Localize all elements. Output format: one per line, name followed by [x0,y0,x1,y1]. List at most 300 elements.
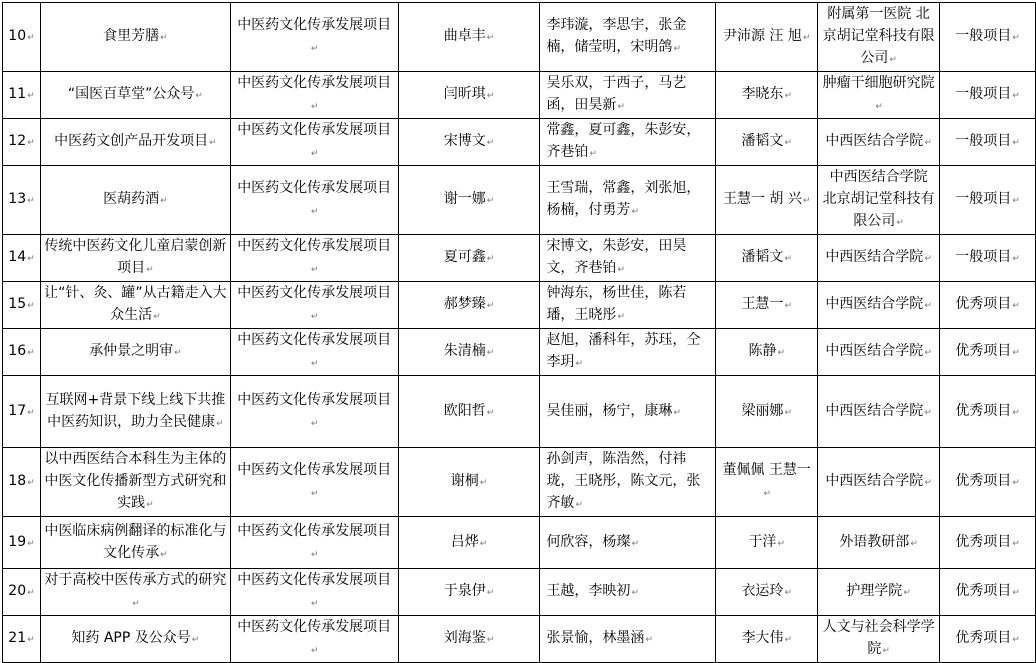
project-name: 让“针、灸、罐”从古籍走入大众生活 [44,285,227,323]
project-mentor: 王慧一 [741,296,784,312]
project-level-cell [940,517,1036,569]
paragraph-mark-icon: ↵ [486,33,495,43]
row-number-cell [3,329,41,376]
row-number-cell [3,119,41,166]
project-mentor: 王慧一 胡 兴 [722,191,802,207]
project-leader-cell [398,616,540,663]
paragraph-mark-icon: ↵ [802,33,811,43]
project-members-cell [540,376,716,448]
project-category: 中医药文化传承发展项目 [237,391,392,408]
project-members: 李玮漩，李思宇，张金楠，储莹明，宋明鸽 [546,17,687,55]
project-mentor-cell [716,517,818,569]
paragraph-mark-icon: ↵ [27,635,35,645]
project-name: 承仲景之明审 [89,343,174,359]
project-category: 中医药文化传承发展项目 [237,332,392,348]
paragraph-mark-icon: ↵ [310,646,319,656]
paragraph-mark-icon: ↵ [27,91,35,101]
project-leader: 郝梦臻 [443,296,486,312]
project-mentor-cell [716,235,818,282]
paragraph-mark-icon: ↵ [924,348,932,358]
row-number: 18 [8,473,27,489]
project-mentor: 梁丽娜 [741,402,784,419]
project-mentor-cell [716,376,818,448]
project-unit: 中西医结合学院 [825,249,924,265]
project-members-cell [540,448,716,517]
project-name: 中医药文创产品开发项目 [54,133,209,149]
project-leader-cell [398,448,540,517]
project-unit-cell [818,3,940,72]
row-number: 15 [8,296,27,312]
project-name-cell [40,376,230,448]
project-leader: 闫昕琪 [443,86,486,102]
project-members: 王越，李映初 [546,583,631,599]
project-category: 中医药文化传承发展项目 [237,180,392,196]
paragraph-mark-icon: ↵ [1012,407,1020,418]
paragraph-mark-icon: ↵ [763,489,771,499]
project-level: 一般项目 [955,191,1012,207]
project-leader: 于泉伊 [443,583,486,599]
project-level: 一般项目 [955,249,1012,265]
project-leader: 宋博文 [443,133,486,149]
paragraph-mark-icon: ↵ [479,478,488,488]
row-number-cell [3,616,41,663]
paragraph-mark-icon: ↵ [631,588,639,598]
project-name-cell [40,166,230,235]
row-number: 10 [8,28,27,44]
project-leader: 夏可鑫 [443,249,486,265]
project-name-cell [40,282,230,329]
project-name-cell [40,235,230,282]
paragraph-mark-icon: ↵ [589,149,597,159]
paragraph-mark-icon: ↵ [27,254,35,264]
project-mentor-cell [716,119,818,166]
paragraph-mark-icon: ↵ [160,196,168,206]
row-number-cell [3,376,41,448]
project-mentor-cell [716,72,818,119]
paragraph-mark-icon: ↵ [195,91,203,101]
paragraph-mark-icon: ↵ [1012,33,1020,43]
table-row [3,235,1036,282]
row-number: 14 [8,249,27,265]
project-unit: 中西医结合学院 [825,473,924,489]
project-mentor: 陈静 [748,343,777,359]
paragraph-mark-icon: ↵ [631,207,639,217]
paragraph-mark-icon: ↵ [924,478,932,488]
project-unit-cell [818,166,940,235]
paragraph-mark-icon: ↵ [910,538,918,549]
paragraph-mark-icon: ↵ [174,348,182,358]
project-unit-cell [818,72,940,119]
project-members-cell [540,569,716,616]
project-leader: 欧阳哲 [443,402,486,419]
project-name: “国医百草堂”公众号 [67,86,195,102]
paragraph-mark-icon: ↵ [896,218,904,228]
paragraph-mark-icon: ↵ [631,538,639,549]
project-members-cell [540,166,716,235]
paragraph-mark-icon: ↵ [617,102,625,112]
project-leader: 谢一娜 [443,191,486,207]
project-members-cell [540,3,716,72]
paragraph-mark-icon: ↵ [479,538,488,549]
paragraph-mark-icon: ↵ [875,102,883,112]
project-level: 优秀项目 [955,533,1012,550]
project-leader: 曲卓丰 [443,28,486,44]
project-leader: 吕烨 [450,533,479,550]
project-level: 一般项目 [955,28,1012,44]
project-members: 钟海东，杨世佳，陈若璠，王晓彤 [546,285,687,323]
project-members: 赵旭，潘科年，苏珏，仝李玥 [546,332,701,370]
paragraph-mark-icon: ↵ [617,265,625,275]
paragraph-mark-icon: ↵ [209,138,217,148]
project-name-cell [40,72,230,119]
project-level-cell [940,616,1036,663]
paragraph-mark-icon: ↵ [924,301,932,311]
project-unit-cell [818,448,940,517]
paragraph-mark-icon: ↵ [1012,301,1020,311]
project-level-cell [940,376,1036,448]
project-level-cell [940,569,1036,616]
paragraph-mark-icon: ↵ [27,138,35,148]
project-mentor-cell [716,166,818,235]
project-leader-cell [398,282,540,329]
paragraph-mark-icon: ↵ [310,418,319,429]
row-number: 20 [8,583,27,599]
row-number: 13 [8,191,27,207]
row-number: 21 [8,630,27,646]
paragraph-mark-icon: ↵ [310,102,319,112]
project-unit-cell [818,119,940,166]
table-row [3,166,1036,235]
paragraph-mark-icon: ↵ [673,44,681,54]
paragraph-mark-icon: ↵ [784,254,792,264]
project-name-cell [40,569,230,616]
paragraph-mark-icon: ↵ [486,635,495,645]
paragraph-mark-icon: ↵ [486,91,495,101]
project-level-cell [940,166,1036,235]
paragraph-mark-icon: ↵ [160,549,168,560]
project-members-cell [540,517,716,569]
project-unit: 中西医结合学院 [825,133,924,149]
row-number-cell [3,235,41,282]
paragraph-mark-icon: ↵ [784,407,792,418]
paragraph-mark-icon: ↵ [486,196,495,206]
project-level-cell [940,329,1036,376]
project-mentor: 尹沛源 汪 旭 [722,28,802,44]
paragraph-mark-icon: ↵ [216,418,224,429]
row-number-cell [3,72,41,119]
paragraph-mark-icon: ↵ [486,588,495,598]
project-leader-cell [398,517,540,569]
project-members: 常鑫，夏可鑫，朱彭安，齐巷铂 [546,122,701,160]
project-unit-cell [818,282,940,329]
paragraph-mark-icon: ↵ [889,55,897,65]
paragraph-mark-icon: ↵ [146,500,154,510]
project-unit: 中西医结合学院 北京胡记堂科技有限公司 [822,169,935,229]
project-name: 中医临床病例翻译的标准化与文化传承 [44,522,227,561]
project-mentor: 潘韬文 [741,249,784,265]
project-level-cell [940,3,1036,72]
project-mentor-cell [716,282,818,329]
project-leader: 谢桐 [450,473,479,489]
row-number: 16 [8,343,27,359]
project-mentor: 于洋 [748,533,777,550]
paragraph-mark-icon: ↵ [153,312,161,322]
row-number: 17 [8,402,27,419]
project-mentor-cell [716,329,818,376]
project-category-cell [230,376,398,448]
paragraph-mark-icon: ↵ [146,265,154,275]
project-name: 传统中医药文化儿童启蒙创新项目 [44,238,227,276]
project-mentor: 潘韬文 [741,133,784,149]
paragraph-mark-icon: ↵ [1012,348,1020,358]
paragraph-mark-icon: ↵ [310,44,319,54]
paragraph-mark-icon: ↵ [924,254,932,264]
project-unit-cell [818,329,940,376]
project-unit: 肿瘤干细胞研究院 [822,75,935,91]
paragraph-mark-icon: ↵ [27,588,35,598]
project-unit: 中西医结合学院 [825,402,924,419]
project-level: 优秀项目 [955,343,1012,359]
paragraph-mark-icon: ↵ [645,635,653,645]
project-level: 优秀项目 [955,583,1012,599]
row-number-cell [3,282,41,329]
project-category-cell [230,616,398,663]
table-row [3,3,1036,72]
project-leader: 朱清楠 [443,343,486,359]
project-members: 宋博文，朱彭安，田昊文，齐巷铂 [546,238,687,276]
paragraph-mark-icon: ↵ [1012,138,1020,148]
paragraph-mark-icon: ↵ [27,301,35,311]
project-unit-cell [818,616,940,663]
project-category-cell [230,3,398,72]
paragraph-mark-icon: ↵ [575,359,583,369]
paragraph-mark-icon: ↵ [310,359,319,369]
project-category-cell [230,329,398,376]
paragraph-mark-icon: ↵ [310,599,319,609]
paragraph-mark-icon: ↵ [27,407,35,418]
project-members-cell [540,235,716,282]
project-mentor-cell [716,3,818,72]
paragraph-mark-icon: ↵ [1012,196,1020,206]
project-name: 医葫药酒 [103,191,160,207]
paragraph-mark-icon: ↵ [882,646,890,656]
paragraph-mark-icon: ↵ [132,599,140,609]
paragraph-mark-icon: ↵ [310,549,319,560]
paragraph-mark-icon: ↵ [1012,91,1020,101]
project-level: 优秀项目 [955,402,1012,419]
table-body [3,3,1036,663]
project-leader-cell [398,119,540,166]
project-unit: 中西医结合学院 [825,296,924,312]
paragraph-mark-icon: ↵ [673,407,681,418]
paragraph-mark-icon: ↵ [486,138,495,148]
project-level: 优秀项目 [955,296,1012,312]
project-members-cell [540,329,716,376]
paragraph-mark-icon: ↵ [486,301,495,311]
paragraph-mark-icon: ↵ [310,149,319,159]
project-unit-cell [818,517,940,569]
row-number: 12 [8,133,27,149]
project-level: 一般项目 [955,133,1012,149]
project-leader-cell [398,235,540,282]
paragraph-mark-icon: ↵ [617,312,625,322]
project-mentor-cell [716,569,818,616]
project-unit-cell [818,235,940,282]
project-leader-cell [398,569,540,616]
project-category: 中医药文化传承发展项目 [237,17,392,33]
project-leader: 刘海鉴 [443,630,486,646]
project-level: 一般项目 [955,86,1012,102]
project-unit: 外语教研部 [839,533,910,550]
paragraph-mark-icon: ↵ [802,196,811,206]
project-level-cell [940,119,1036,166]
paragraph-mark-icon: ↵ [1012,478,1020,488]
paragraph-mark-icon: ↵ [486,348,495,358]
project-unit-cell [818,376,940,448]
table-row [3,282,1036,329]
project-name-cell [40,616,230,663]
project-category-cell [230,166,398,235]
table-row [3,119,1036,166]
paragraph-mark-icon: ↵ [777,348,785,358]
project-category: 中医药文化传承发展项目 [237,238,392,254]
paragraph-mark-icon: ↵ [486,407,495,418]
project-leader-cell [398,329,540,376]
project-category: 中医药文化传承发展项目 [237,122,392,138]
paragraph-mark-icon: ↵ [27,538,35,549]
project-members-cell [540,282,716,329]
project-name: 对于高校中医传承方式的研究 [44,572,227,588]
project-category-cell [230,119,398,166]
project-unit: 中西医结合学院 [825,343,924,359]
project-unit: 护理学院 [846,583,903,599]
project-category: 中医药文化传承发展项目 [237,619,392,635]
paragraph-mark-icon: ↵ [310,312,319,322]
project-members: 张景愉，林墨涵 [546,630,645,646]
project-category: 中医药文化传承发展项目 [237,572,392,588]
project-members: 吴乐双，于西子，马艺函，田昊新 [546,75,687,113]
paragraph-mark-icon: ↵ [1012,635,1020,645]
project-table [2,2,1036,663]
table-row [3,329,1036,376]
paragraph-mark-icon: ↵ [575,500,583,510]
paragraph-mark-icon: ↵ [924,407,932,418]
paragraph-mark-icon: ↵ [27,478,35,488]
paragraph-mark-icon: ↵ [310,207,319,217]
paragraph-mark-icon: ↵ [777,538,785,549]
table-row [3,616,1036,663]
table-row [3,517,1036,569]
project-category-cell [230,517,398,569]
project-unit: 人文与社会科学学院 [822,619,935,657]
project-level: 优秀项目 [955,473,1012,489]
project-name-cell [40,3,230,72]
project-category-cell [230,235,398,282]
project-category-cell [230,72,398,119]
paragraph-mark-icon: ↵ [784,635,792,645]
project-category: 中医药文化传承发展项目 [237,75,392,91]
project-level-cell [940,282,1036,329]
project-name-cell [40,517,230,569]
project-mentor: 李大伟 [741,630,784,646]
project-mentor: 董佩佩 王慧一 [722,462,811,478]
paragraph-mark-icon: ↵ [27,196,35,206]
project-mentor-cell [716,448,818,517]
project-members-cell [540,616,716,663]
paragraph-mark-icon: ↵ [784,91,792,101]
table-row [3,376,1036,448]
project-name: 食里芳膳 [103,28,160,44]
row-number-cell [3,448,41,517]
paragraph-mark-icon: ↵ [310,265,319,275]
table-row [3,448,1036,517]
project-unit: 附属第一医院 北京胡记堂科技有限公司 [822,6,935,66]
project-name: 以中西医结合本科生为主体的中医文化传播新型方式研究和实践 [44,451,227,511]
project-members: 吴佳丽，杨宁，康琳 [546,402,673,419]
paragraph-mark-icon: ↵ [1012,254,1020,264]
row-number-cell [3,3,41,72]
paragraph-mark-icon: ↵ [784,588,792,598]
project-name-cell [40,329,230,376]
paragraph-mark-icon: ↵ [160,33,168,43]
row-number-cell [3,166,41,235]
paragraph-mark-icon: ↵ [903,588,911,598]
project-leader-cell [398,72,540,119]
row-number-cell [3,569,41,616]
paragraph-mark-icon: ↵ [486,254,495,264]
paragraph-mark-icon: ↵ [784,301,792,311]
paragraph-mark-icon: ↵ [924,138,932,148]
project-mentor: 衣运玲 [741,583,784,599]
row-number: 19 [8,533,27,550]
project-mentor: 李晓东 [741,86,784,102]
paragraph-mark-icon: ↵ [1012,588,1020,598]
paragraph-mark-icon: ↵ [310,489,319,499]
project-category-cell [230,448,398,517]
row-number: 11 [8,86,27,102]
paragraph-mark-icon: ↵ [1012,538,1020,549]
project-name-cell [40,119,230,166]
project-members: 何欣容，杨璨 [546,533,631,550]
project-mentor-cell [716,616,818,663]
project-members-cell [540,72,716,119]
project-members: 王雪瑞，常鑫，刘张旭，杨楠，付勇芳 [546,180,701,218]
project-category: 中医药文化传承发展项目 [237,462,392,478]
project-name: 知药 APP 及公众号 [71,630,191,646]
project-name-cell [40,448,230,517]
project-level-cell [940,235,1036,282]
project-category-cell [230,569,398,616]
project-members-cell [540,119,716,166]
paragraph-mark-icon: ↵ [27,33,35,43]
table-row [3,72,1036,119]
project-level: 优秀项目 [955,630,1012,646]
project-leader-cell [398,3,540,72]
project-name: 互联网+背景下线上线下共推中医药知识，助力全民健康 [45,391,226,430]
project-level-cell [940,448,1036,517]
row-number-cell [3,517,41,569]
project-leader-cell [398,376,540,448]
project-category: 中医药文化传承发展项目 [237,522,392,539]
paragraph-mark-icon: ↵ [784,138,792,148]
project-unit-cell [818,569,940,616]
paragraph-mark-icon: ↵ [191,635,200,645]
project-category-cell [230,282,398,329]
project-level-cell [940,72,1036,119]
project-members: 孙剑声，陈浩然，付祎珑，王晓彤，陈文元，张齐敏 [546,451,701,511]
paragraph-mark-icon: ↵ [27,348,35,358]
project-leader-cell [398,166,540,235]
